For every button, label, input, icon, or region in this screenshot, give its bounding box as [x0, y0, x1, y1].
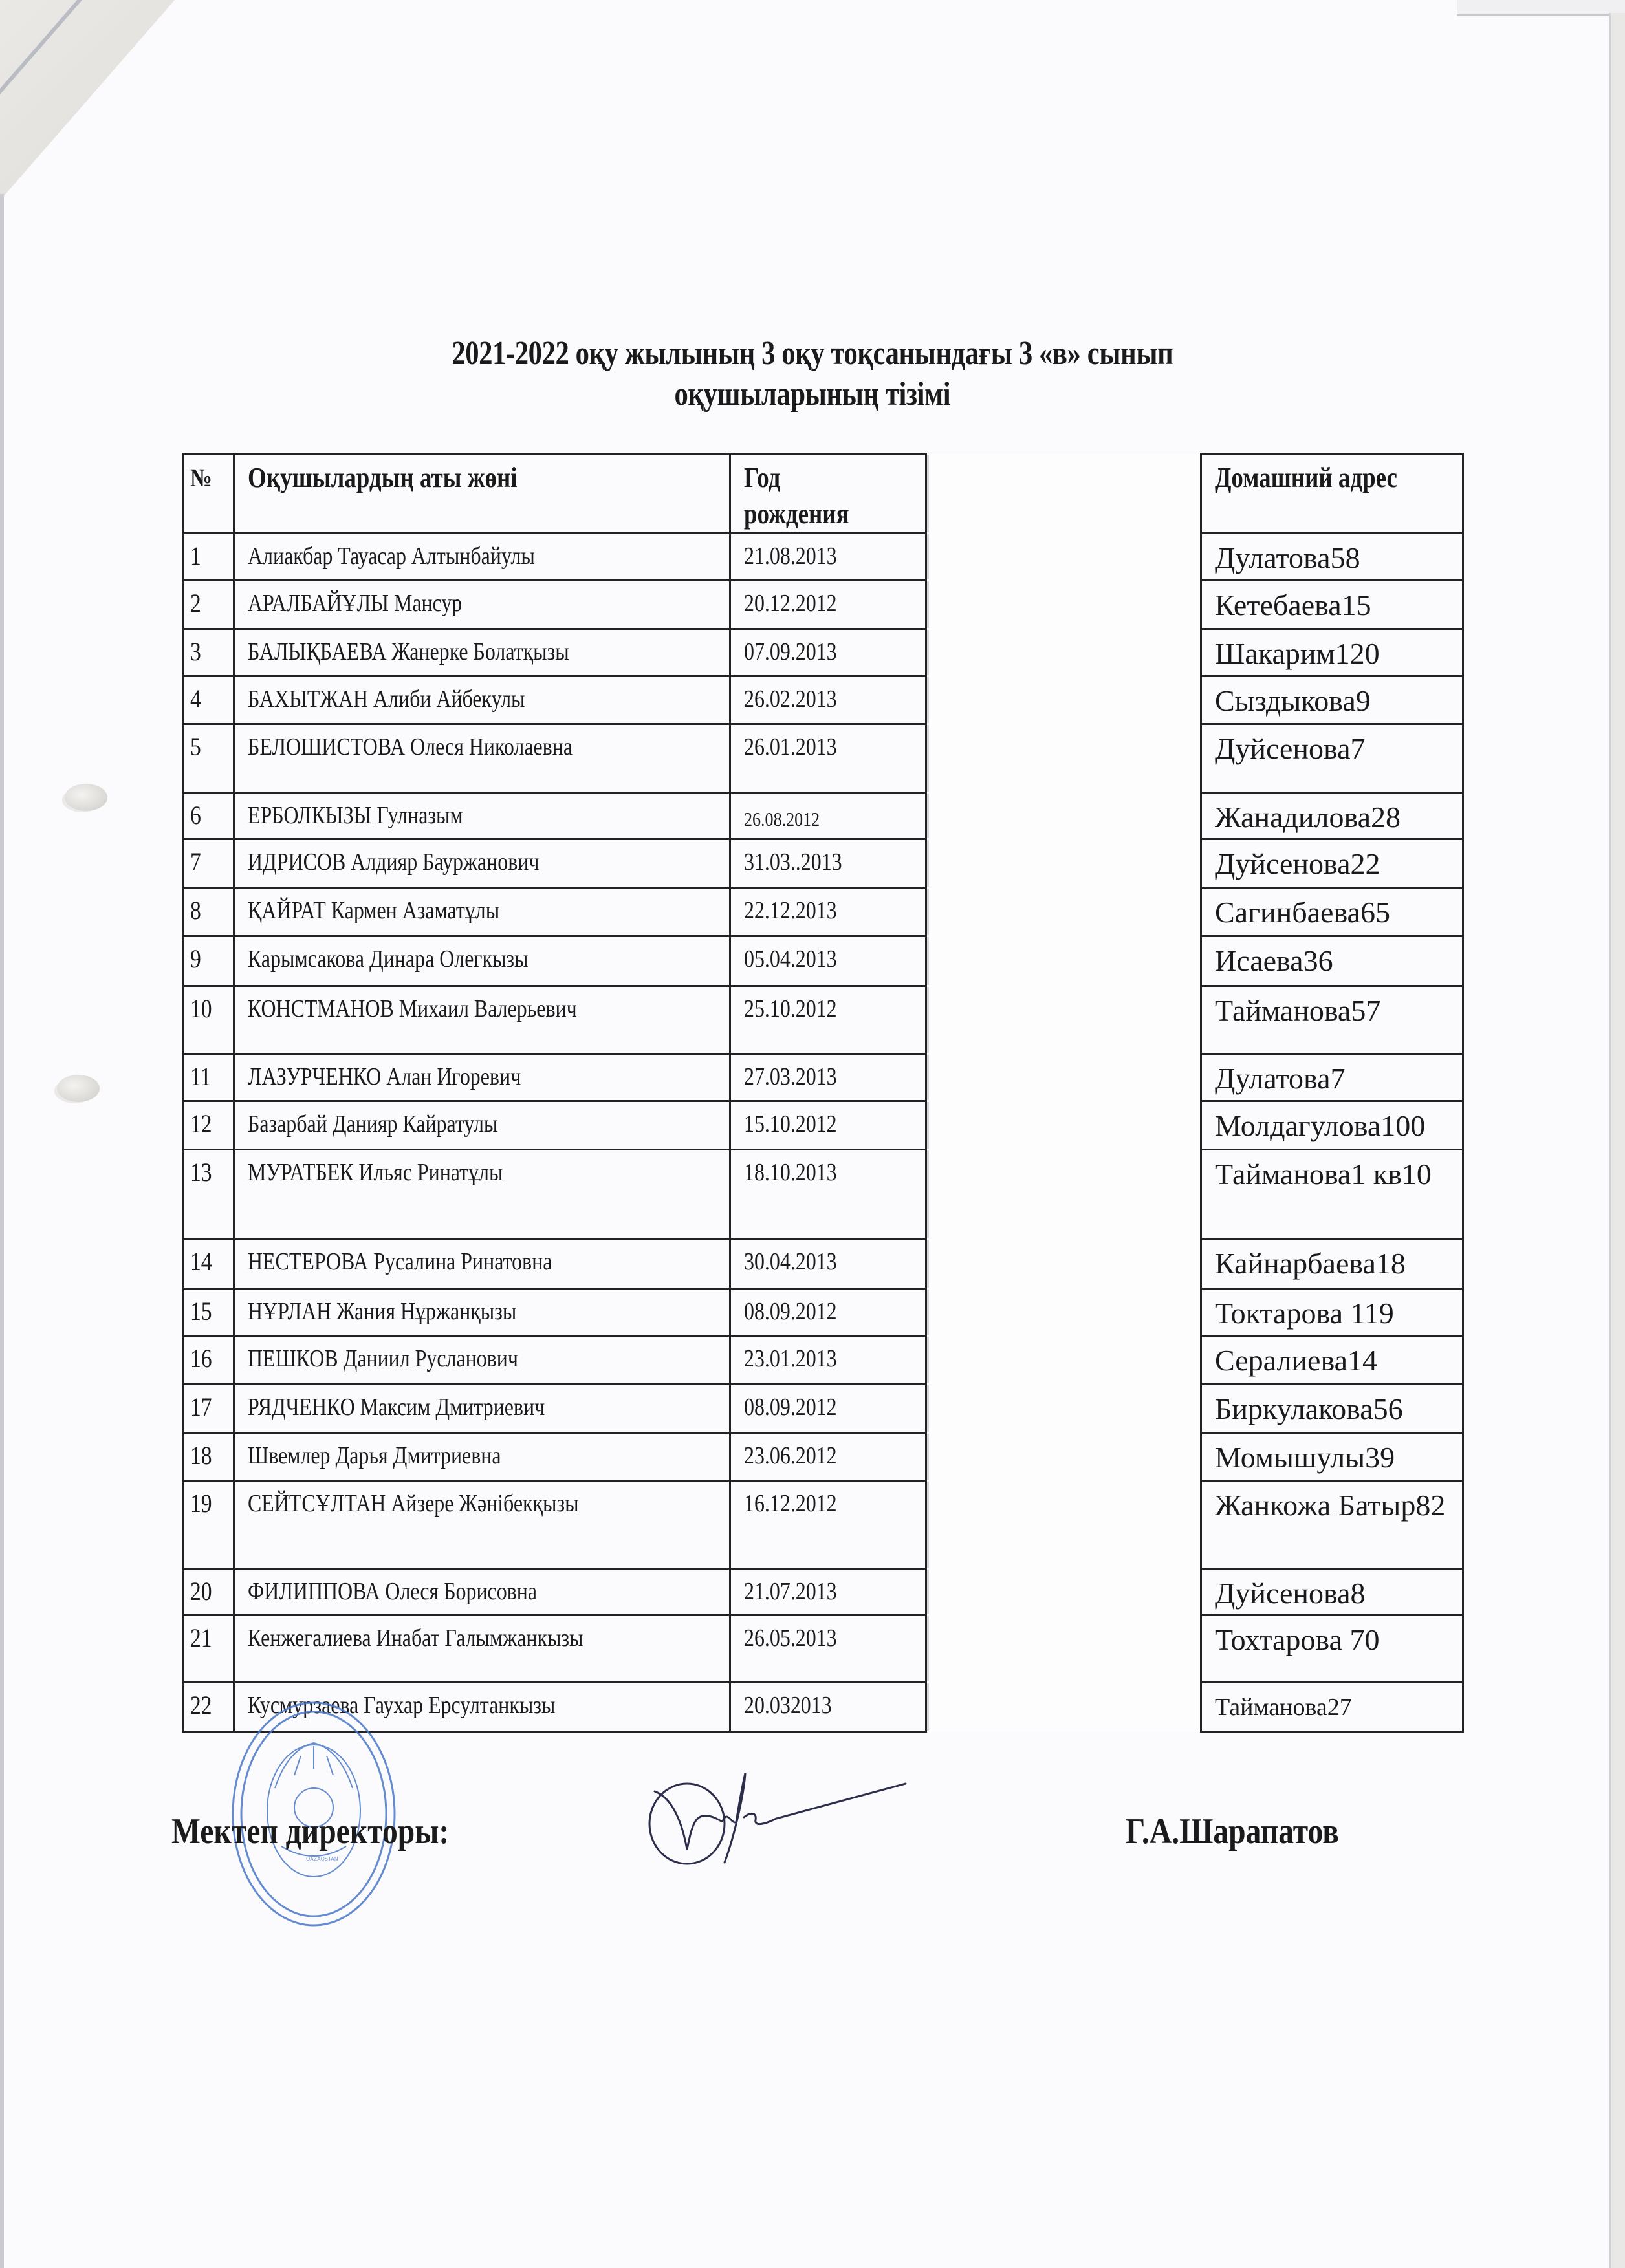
- header-number: №: [183, 454, 234, 534]
- table-row: [183, 1289, 1463, 1336]
- table-row: [183, 1385, 1463, 1433]
- home-address: Сыздыкова9: [1201, 676, 1463, 724]
- row-number: 15: [183, 1289, 234, 1336]
- student-name: НҰРЛАН Жания Нұржанқызы: [234, 1289, 730, 1336]
- header-redacted-column: [926, 454, 1201, 534]
- row-number: 4: [183, 676, 234, 724]
- row-number: 18: [183, 1433, 234, 1481]
- student-name: МУРАТБЕК Ильяс Ринатұлы: [234, 1150, 730, 1239]
- svg-text:QAZAQSTAN: QAZAQSTAN: [306, 1856, 338, 1862]
- redacted-cell: [926, 1569, 1201, 1615]
- redacted-cell: [926, 1101, 1201, 1150]
- row-number: 21: [183, 1615, 234, 1683]
- home-address: Сагинбаева65: [1201, 888, 1463, 936]
- birth-date: 20.032013: [730, 1683, 926, 1732]
- home-address: Кетебаева15: [1201, 581, 1463, 629]
- punch-hole-top: [65, 784, 107, 811]
- birth-date: 15.10.2012: [730, 1101, 926, 1150]
- table-row: [183, 629, 1463, 676]
- home-address: Тайманова1 кв10: [1201, 1150, 1463, 1239]
- home-address: Дуйсенова22: [1201, 839, 1463, 888]
- folded-corner: [0, 0, 175, 200]
- document-title-line-1: 2021-2022 оқу жылының 3 оқу тоқсанындағы 3 «в» сынып: [452, 335, 1173, 372]
- redacted-cell: [926, 1433, 1201, 1481]
- table-row: [183, 936, 1463, 986]
- redacted-cell: [926, 1150, 1201, 1239]
- student-name: РЯДЧЕНКО Максим Дмитриевич: [234, 1385, 730, 1433]
- redacted-cell: [926, 1683, 1201, 1732]
- row-number: 13: [183, 1150, 234, 1239]
- redacted-cell: [926, 986, 1201, 1054]
- student-name: Кусмурзаева Гаухар Ерсултанкызы: [234, 1683, 730, 1732]
- header-student-name: Оқушылардың аты жөні: [234, 454, 730, 534]
- student-name: КОНСТМАНОВ Михаил Валерьевич: [234, 986, 730, 1054]
- row-number: 3: [183, 629, 234, 676]
- birth-date: 26.02.2013: [730, 676, 926, 724]
- home-address: Исаева36: [1201, 936, 1463, 986]
- birth-date: 23.06.2012: [730, 1433, 926, 1481]
- redacted-cell: [926, 534, 1201, 581]
- row-number: 12: [183, 1101, 234, 1150]
- table-row: [183, 1433, 1463, 1481]
- director-position-label: Мектеп директоры:: [171, 1811, 450, 1852]
- row-number: 5: [183, 724, 234, 793]
- table-row: [183, 1101, 1463, 1150]
- birth-date: 20.12.2012: [730, 581, 926, 629]
- redacted-cell: [926, 1615, 1201, 1683]
- header-birth-date: Год рождения: [730, 454, 926, 534]
- table-row: [183, 1150, 1463, 1239]
- birth-date: 21.08.2013: [730, 534, 926, 581]
- stacked-page-edges: [1457, 0, 1625, 16]
- redacted-cell: [926, 793, 1201, 839]
- birth-date: 08.09.2012: [730, 1385, 926, 1433]
- home-address: Жанкожа Батыр82: [1201, 1481, 1463, 1569]
- row-number: 9: [183, 936, 234, 986]
- birth-date: 16.12.2012: [730, 1481, 926, 1569]
- student-name: БАЛЫҚБАЕВА Жанерке Болатқызы: [234, 629, 730, 676]
- home-address: Дулатова7: [1201, 1054, 1463, 1101]
- row-number: 1: [183, 534, 234, 581]
- student-name: ЕРБОЛКЫЗЫ Гулназым: [234, 793, 730, 839]
- student-name: БЕЛОШИСТОВА Олеся Николаевна: [234, 724, 730, 793]
- table-row: [183, 839, 1463, 888]
- redacted-cell: [926, 1239, 1201, 1289]
- row-number: 7: [183, 839, 234, 888]
- birth-date: 27.03.2013: [730, 1054, 926, 1101]
- header-home-address: Домашний адрес: [1201, 454, 1463, 534]
- row-number: 6: [183, 793, 234, 839]
- student-name: АРАЛБАЙҰЛЫ Мансур: [234, 581, 730, 629]
- birth-date: 23.01.2013: [730, 1336, 926, 1385]
- row-number: 17: [183, 1385, 234, 1433]
- redacted-cell: [926, 936, 1201, 986]
- birth-date: 05.04.2013: [730, 936, 926, 986]
- row-number: 11: [183, 1054, 234, 1101]
- student-name: БАХЫТЖАН Алиби Айбекулы: [234, 676, 730, 724]
- home-address: Дуйсенова8: [1201, 1569, 1463, 1615]
- student-name: Кенжегалиева Инабат Галымжанкызы: [234, 1615, 730, 1683]
- redacted-cell: [926, 676, 1201, 724]
- student-name: ПЕШКОВ Даниил Русланович: [234, 1336, 730, 1385]
- redacted-cell: [926, 1385, 1201, 1433]
- birth-date: 07.09.2013: [730, 629, 926, 676]
- signature-icon: [647, 1766, 983, 1875]
- table-row: [183, 1569, 1463, 1615]
- home-address: Молдагулова100: [1201, 1101, 1463, 1150]
- home-address: Тайманова27: [1201, 1683, 1463, 1732]
- birth-date: 08.09.2012: [730, 1289, 926, 1336]
- birth-date: 26.08.2012: [730, 793, 926, 839]
- table-row: [183, 534, 1463, 581]
- table-row: [183, 1615, 1463, 1683]
- table-row: [183, 1239, 1463, 1289]
- redacted-cell: [926, 1481, 1201, 1569]
- home-address: Дулатова58: [1201, 534, 1463, 581]
- student-name: СЕЙТСҰЛТАН Айзере Жәнібекқызы: [234, 1481, 730, 1569]
- row-number: 10: [183, 986, 234, 1054]
- table-row: [183, 676, 1463, 724]
- director-name: Г.А.Шарапатов: [1126, 1811, 1339, 1852]
- student-name: Швемлер Дарья Дмитриевна: [234, 1433, 730, 1481]
- student-name: ҚАЙРАТ Кармен Азаматұлы: [234, 888, 730, 936]
- birth-date: 25.10.2012: [730, 986, 926, 1054]
- birth-date: 26.05.2013: [730, 1615, 926, 1683]
- redacted-cell: [926, 839, 1201, 888]
- home-address: Шакарим120: [1201, 629, 1463, 676]
- row-number: 2: [183, 581, 234, 629]
- home-address: Биркулакова56: [1201, 1385, 1463, 1433]
- birth-date: 18.10.2013: [730, 1150, 926, 1239]
- row-number: 14: [183, 1239, 234, 1289]
- home-address: Момышулы39: [1201, 1433, 1463, 1481]
- row-number: 8: [183, 888, 234, 936]
- birth-date: 21.07.2013: [730, 1569, 926, 1615]
- table-row: [183, 1336, 1463, 1385]
- redacted-cell: [926, 888, 1201, 936]
- redacted-cell: [926, 724, 1201, 793]
- row-number: 22: [183, 1683, 234, 1732]
- redacted-cell: [926, 581, 1201, 629]
- birth-date: 30.04.2013: [730, 1239, 926, 1289]
- table-row: [183, 724, 1463, 793]
- table-row: [183, 986, 1463, 1054]
- home-address: Токтарова 119: [1201, 1289, 1463, 1336]
- row-number: 16: [183, 1336, 234, 1385]
- student-name: ИДРИСОВ Алдияр Бауржанович: [234, 839, 730, 888]
- redacted-cell: [926, 629, 1201, 676]
- table-row: [183, 888, 1463, 936]
- birth-date: 26.01.2013: [730, 724, 926, 793]
- redacted-cell: [926, 1336, 1201, 1385]
- student-name: Алиакбар Тауасар Алтынбайулы: [234, 534, 730, 581]
- table-row: [183, 1054, 1463, 1101]
- student-name: НЕСТЕРОВА Русалина Ринатовна: [234, 1239, 730, 1289]
- home-address: Дуйсенова7: [1201, 724, 1463, 793]
- table-row: [183, 793, 1463, 839]
- redacted-cell: [926, 1054, 1201, 1101]
- row-number: 19: [183, 1481, 234, 1569]
- birth-date: 22.12.2013: [730, 888, 926, 936]
- redacted-cell: [926, 1289, 1201, 1336]
- student-name: Карымсакова Динара Олегкызы: [234, 936, 730, 986]
- birth-date: 31.03..2013: [730, 839, 926, 888]
- home-address: Тайманова57: [1201, 986, 1463, 1054]
- student-roster-table: [182, 453, 1464, 1733]
- punch-hole-bottom: [57, 1075, 100, 1102]
- table-row: [183, 581, 1463, 629]
- page-left-edge: [0, 194, 4, 2268]
- student-name: ЛАЗУРЧЕНКО Алан Игоревич: [234, 1054, 730, 1101]
- table-row: [183, 1481, 1463, 1569]
- home-address: Кайнарбаева18: [1201, 1239, 1463, 1289]
- home-address: Сералиева14: [1201, 1336, 1463, 1385]
- student-name: Базарбай Данияр Кайратулы: [234, 1101, 730, 1150]
- home-address: Тохтарова 70: [1201, 1615, 1463, 1683]
- table-header-row: [183, 454, 1463, 534]
- row-number: 20: [183, 1569, 234, 1615]
- scanner-background-strip: [1609, 13, 1625, 2268]
- student-name: ФИЛИППОВА Олеся Борисовна: [234, 1569, 730, 1615]
- document-title-line-2: оқушыларының тізімі: [674, 376, 951, 413]
- home-address: Жанадилова28: [1201, 793, 1463, 839]
